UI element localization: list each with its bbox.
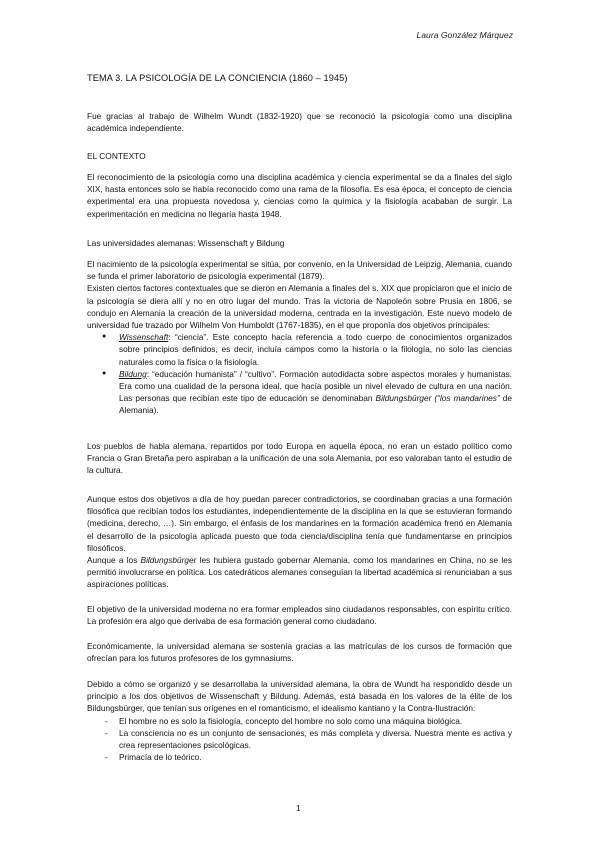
dash-icon: - <box>105 727 108 738</box>
universities-heading: Las universidades alemanas: Wissenschaft y Bildung <box>87 238 285 248</box>
universities-p2: Existen ciertos factores contextuales que se dieron en Alemania a finales del s. XIX que propiciaron que el inicio de la psicología se diera allí y no en otro lugar del mundo. Tras la victoria de Napoleón sobre Prusia en 1806, se condujo en Alemania la creación de la universidad moderna, centrada en la investigación. Este nuevo modelo de universidad fue trazado por Wilhelm Von Humboldt (1767-1835), en el que proponía dos objetivos principales: <box>87 283 512 331</box>
page-number: 1 <box>296 803 301 813</box>
header-author: Laura González Márquez <box>416 30 513 40</box>
context-heading: EL CONTEXTO <box>87 151 146 161</box>
universities-p1: El nacimiento de la psicología experimental se sitúa, por convenio, en la Universidad de Leipzig, Alemania, cuando se funda el primer laboratorio de psicología experimental (1879). <box>87 259 512 282</box>
objectives-list <box>87 331 512 416</box>
list-item <box>87 331 512 368</box>
values-list <box>87 715 512 764</box>
dash-item-text: Primacía de lo teórico. <box>119 752 202 763</box>
paragraph-wundt <box>87 678 512 763</box>
context-paragraph <box>87 171 512 220</box>
paragraph-objectives <box>87 493 512 591</box>
universities-section <box>87 258 512 417</box>
p5-post: les hubiera gustado gobernar Alemania, como los mandarines en China, no se les permitió involucrarse en política. Los catedráticos alemanes conseguían la libertad académica si renunciaban a sus aspiraciones políticas. <box>87 555 512 590</box>
bullet-icon: ● <box>102 369 107 377</box>
term-bildung-end: de Alemania). <box>119 393 512 416</box>
universities-p4: Aunque estos dos objetivos a día de hoy puedan parecer contradictorios, se coordinaban gracias a una formación filosófica que recibían todos los estudiantes, independientemente de la disciplina en la que se estuvieran formando (medicina, derecho, …). Sin embargo, el énfasis de los mandarines en la formación académica frenó en Alemania el desarrollo de la psicología aplicada puesto que toda ciencia/disciplina tenía que fundamentarse en principios filosóficos. <box>87 494 512 553</box>
term-bildung-text: : “educación humanista” / “cultivo”. Formación autodidacta sobre aspectos morales y humanistas. Era como una cualidad de la persona ideal, que hacía posible un nivel elevado de cultura en una nación. Las personas que recibían este tipo de educación se denominaban <box>119 368 512 404</box>
document-title: TEMA 3. LA PSICOLOGÍA DE LA CONCIENCIA (1860 – 1945) <box>87 73 348 83</box>
dash-item-text: La consciencia no es un conjunto de sensaciones, es más completa y diversa. Nuestra mente es activa y crea representaciones psicológicas. <box>119 727 512 751</box>
context-text: El reconocimiento de la psicología como una disciplina académica y ciencia experimental se da a finales del siglo XIX, hasta entonces solo se había reconocido como una rama de la filosofía. Es esa época, el concepto de ciencia experimental era una propuesta novedosa y, ciencias como la química y la fisiología acababan de surgir. La experimentación en medicina no llegaría hasta 1948. <box>87 172 512 219</box>
universities-p5 <box>87 554 512 591</box>
term-bildung-italic: Bildungsbürger (“los mandarines” <box>375 393 500 404</box>
term-wissenschaft-text: : “ciencia”. Este concepto hacía referencia a todo cuerpo de conocimientos organizados sobre principios definidos, es decir, incluía campos como la historia o la filología, no solo las ciencias naturales como la física o la fisiología. <box>119 332 512 367</box>
intro-paragraph <box>87 110 512 134</box>
paragraph-economics <box>87 640 512 664</box>
paragraph-modern-university <box>87 603 512 627</box>
list-item <box>87 751 512 763</box>
list-item <box>87 715 512 727</box>
dash-item-text: El hombre no es solo la fisiología, concepto del hombre no solo como una máquina biológica. <box>119 715 463 726</box>
universities-p7: Económicamente, la universidad alemana se sostenía gracias a las matrículas de los cursos de formación que ofrecían para los futuros profesores de los gymnasiums. <box>87 641 512 664</box>
paragraph-german-peoples <box>87 440 512 477</box>
intro-text: Fue gracias al trabajo de Wilhelm Wundt (1832-1920) que se reconoció la psicología como una disciplina académica independiente. <box>87 111 512 134</box>
universities-p6: El objetivo de la universidad moderna no era formar empleados sino ciudadanos responsables, con espíritu crítico. La profesión era algo que derivaba de esa formación general como ciudadano. <box>87 604 512 627</box>
dash-icon: - <box>105 752 108 763</box>
p5-pre: Aunque a los <box>87 555 141 566</box>
list-item <box>87 727 512 751</box>
list-item <box>87 368 512 417</box>
universities-p3: Los pueblos de habla alemana, repartidos por todo Europa en aquella época, no eran un estado político como Francia o Gran Bretaña pero aspiraban a la unificación de una sola Alemania, por eso valoraban tanto el estudio de la cultura. <box>87 441 512 476</box>
universities-p8: Debido a cómo se organizó y se desarrollaba la universidad alemana, la obra de Wundt ha respondido desde un principio a los dos objetivos de Wissenschaft y Bildung. Además, está basada en los valores de la élite de los Bildungsbürger, que tenían sus orígenes en el romanticismo, el idealismo kantiano y la Contra-Ilustración: <box>87 679 512 714</box>
term-wissenschaft: Wissenschaft <box>119 332 169 343</box>
p5-italic: Bildungsbürger <box>140 555 197 566</box>
term-bildung: Bildung <box>119 368 147 379</box>
bullet-icon: ● <box>102 333 107 341</box>
dash-icon: - <box>105 715 108 726</box>
